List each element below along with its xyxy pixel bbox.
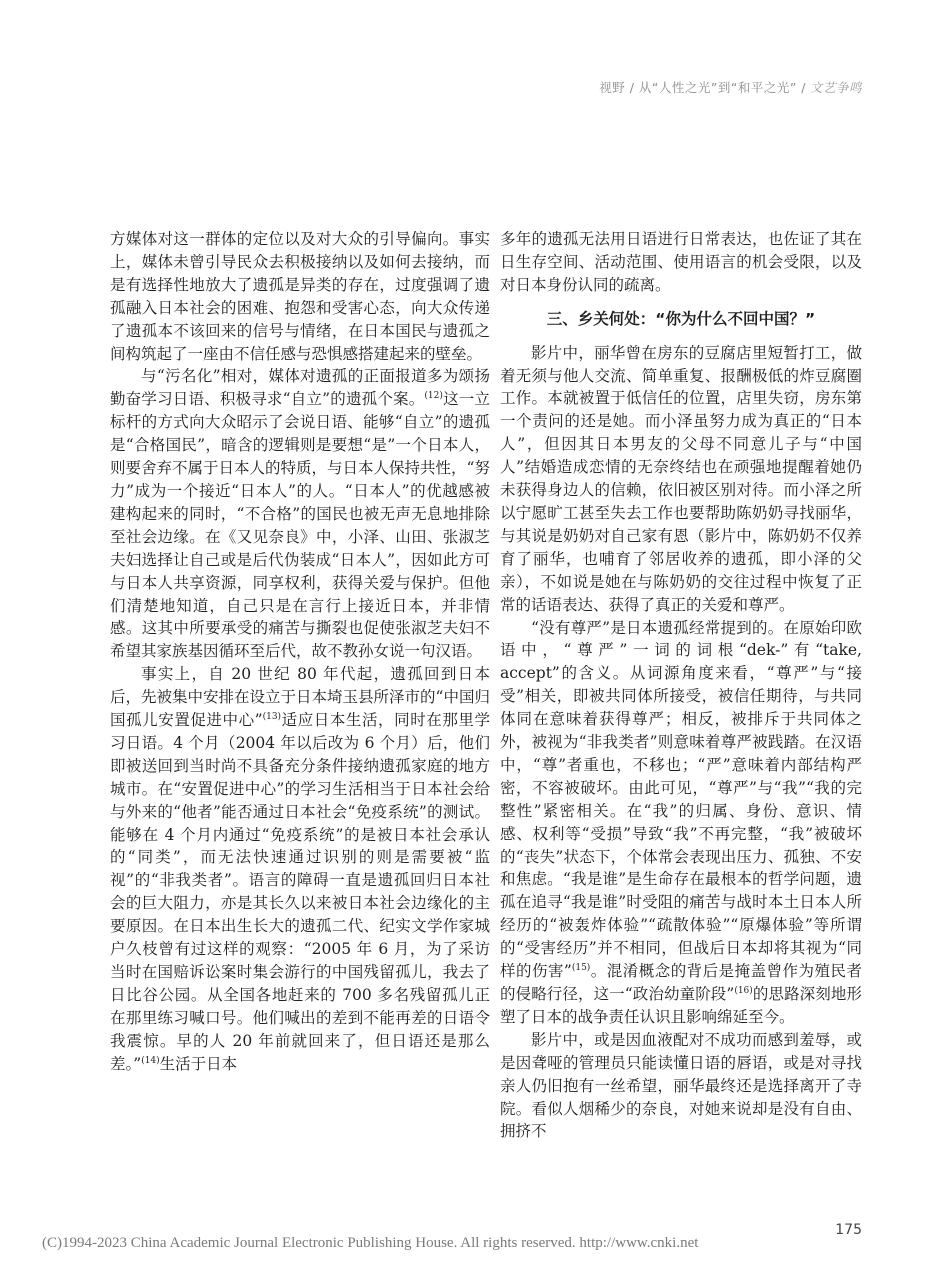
- page-number: 175: [835, 1222, 862, 1238]
- paragraph: [110, 663, 490, 1075]
- journal-logo: 文艺争鸣: [809, 80, 862, 95]
- copyright-footer: (C)1994-2023 China Academic Journal Electronic Publishing House. All rights reserved. http://www.cnki.net: [42, 1235, 699, 1251]
- paragraph-text: 事实上，自 20 世纪 80 年代起，遗孤回到日本后，先被集中安排在设立于日本埼玉县所泽市的“中国归国孤儿安置促进中心”: [110, 665, 490, 730]
- paragraph-text: 生活于日本: [159, 1054, 238, 1073]
- footnote-ref[interactable]: (14): [141, 1055, 160, 1066]
- paragraph-text: 与“污名化”相对，媒体对遗孤的正面报道多为颂扬勤奋学习日语、积极寻求“自立”的遗孤个案。: [110, 367, 490, 409]
- paragraph: 影片中，或是因血液配对不成功而感到羞辱，或是因聋哑的管理员只能读懂日语的唇语，或是对寻找亲人仍旧抱有一丝希望，丽华最终还是选择离开了寺院。看似人烟稀少的奈良，对她来说却是没有自由、拥挤不: [500, 1030, 862, 1141]
- paragraph-text: 这一立标杆的方式向大众昭示了会说日语、能够“自立”的遗孤是“合格国民”，暗含的逻辑则是要想“是”一个日本人，则要舍弃不属于日本人的特质，与日本人保持共性，“努力”成为一个接近“日本人”的人。“日本人”的优越感被建构起来的同时，“不合格”的国民也被无声无息地排除至社会边缘。在《又见奈良》中，小泽、山田、张淑芝夫妇选择让自己或是后代伪装成“日本人”，因如此方可与日本人共享资源，同享权利，获得关爱与保护。但他们清楚地知道，自己只是在言行上接近日本，并非情感。这其中所要承受的痛苦与撕裂也促使张淑芝夫妇不希望其家族基因循环至后代，故不教孙女说一句汉语。: [110, 390, 490, 661]
- right-column: [500, 228, 862, 1143]
- running-title: 视野 / 从“人性之光”到“和平之光” /: [599, 80, 806, 95]
- paragraph-text: “没有尊严”是日本遗孤经常提到的。在原始印欧语中，“尊严”一词的词根“dek-”有“take, accept”的含义。从词源角度来看，“尊严”与“接受”相关，即被共同体所接受，被信任期待，与共同体同在意味着获得尊严；相反，被排斥于共同体之外，被视为“非我类者”则意味着尊严被践踏。在汉语中，“尊”者重也，不移也；“严”意味着内部结构严密，不容被破坏。由此可见，“尊严”与“我”“我的完整性”紧密相关。在“我”的归属、身份、意识、情感、权利等“受损”导致“我”不再完整，“我”被破坏的“丧失”状态下，个体常会表现出压力、孤独、不安和焦虑。“我是谁”是生命存在最根本的哲学问题，遗孤在追寻“我是谁”时受阻的痛苦与战时本土日本人所经历的“被轰炸体验”“疏散体验”“原爆体验”等所谓的“受害经历”并不相同，但战后日本却将其视为“同样的伤害”: [500, 618, 862, 981]
- section-heading: 三、乡关何处：“你为什么不回中国？”: [546, 309, 816, 328]
- running-header: [599, 78, 862, 96]
- paragraph: [110, 365, 490, 663]
- footnote-ref[interactable]: (13): [262, 711, 282, 722]
- paragraph: 多年的遗孤无法用日语进行日常表达，也佐证了其在日生存空间、活动范围、使用语言的机会受限，以及对日本身份认同的疏离。: [500, 230, 862, 294]
- paragraph: 方媒体对这一群体的定位以及对大众的引导偏向。事实上，媒体未曾引导民众去积极接纳以及如何去接纳，而是有选择性地放大了遗孤是异类的存在，过度强调了遗孤融入日本社会的困难、抱怨和受害心态，向大众传递了遗孤本不该回来的信号与情绪，在日本国民与遗孤之间构筑起了一座由不信任感与恐惧感搭建起来的壁垒。: [110, 230, 490, 363]
- paragraph: [500, 617, 862, 1029]
- paragraph-text: 的思路深刻地形塑了日本的战争责任认识且影响绵延至今。: [500, 985, 862, 1026]
- left-column: [110, 228, 490, 1076]
- paragraph-text: 。混淆概念的背后是掩盖曾作为殖民者的侵略行径，这一“政治幼童阶段”: [500, 962, 862, 1003]
- footnote-ref[interactable]: (16): [734, 985, 753, 996]
- paragraph: 影片中，丽华曾在房东的豆腐店里短暂打工，做着无须与他人交流、简单重复、报酬极低的炸豆腐圈工作。本就被置于低信任的位置，店里失窃，房东第一个责问的还是她。而小泽虽努力成为真正的“日本人”，但因其日本男友的父母不同意儿子与“中国人”结婚造成恋情的无奈终结也在顽强地提醒着她仍未获得身边人的信赖，依旧被区别对待。而小泽之所以宁愿旷工甚至失去工作也要帮助陈奶奶寻找丽华，与其说是奶奶对自己家有恩（影片中，陈奶奶不仅养育了丽华，也哺育了邻居收养的遗孤，即小泽的父亲），不如说是她在与陈奶奶的交往过程中恢复了正常的话语表达、获得了真正的关爱和尊严。: [500, 343, 862, 614]
- footnote-ref[interactable]: (15): [571, 962, 591, 973]
- paragraph-text: 适应日本生活，同时在那里学习日语。4 个月（2004 年以后改为 6 个月）后，他们即被送回到当时尚不具备充分条件接纳遗孤家庭的地方城市。在“安置促进中心”的学习生活相当于日本社会给与外来的“他者”能否通过日本社会“免疫系统”的测试。能够在 4 个月内通过“免疫系统”的是被日本社会承认的“同类”，而无法快速通过识别的则是需要被“监视”的“非我类者”。语言的障碍一直是遗孤回归日本社会的巨大阻力，亦是其长久以来被日本社会边缘化的主要原因。在日本出生长大的遗孤二代、纪实文学作家城户久枝曾有过这样的观察：“2005 年 6 月，为了采访当时在国赔诉讼案时集会游行的中国残留孤儿，我去了日比谷公园。从全国各地赶来的 700 多名残留孤儿正在那里练习喊口号。他们喊出的差到不能再差的日语令我震惊。早的人 20 年前就回来了，但日语还是那么差。”: [110, 711, 490, 1073]
- footnote-ref[interactable]: (12): [424, 391, 443, 402]
